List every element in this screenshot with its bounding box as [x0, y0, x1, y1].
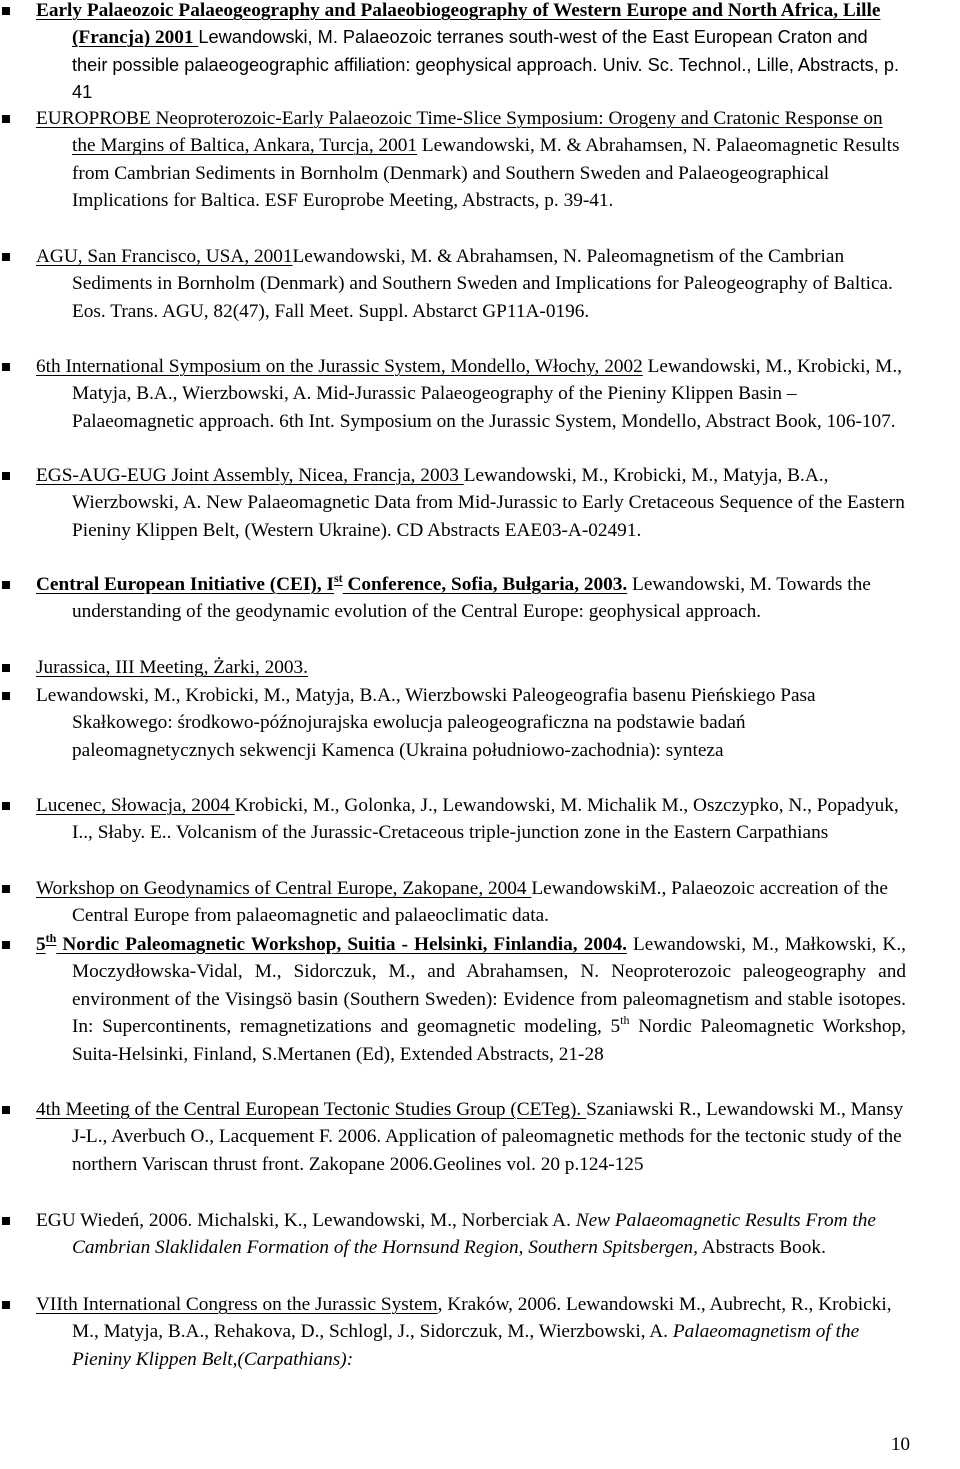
list-item — [0, 1096, 960, 1178]
entry-text — [36, 682, 906, 764]
bullet-icon — [2, 581, 10, 589]
entry-segment: Lewandowski, M., Krobicki, M., Matyja, B.A., Wierzbowski, A. Mid-Jurassic Palaeogeography of the Pieniny Klippen Basin – Palaeomagnetic approach. 6th Int. Symposium on the Jurassic System, Mondello, Abstract Book, 106-107. — [72, 356, 902, 432]
bullet-icon — [2, 941, 10, 949]
event-title: Lucenec, Słowacja, 2004 — [36, 795, 235, 816]
event-title: Conference, Sofia, Bułgaria, 2003. — [342, 574, 628, 595]
entry-segment: Lewandowski, M., Małkowski, K., Moczydłowska-Vidal, M., Sidorczuk, M., and Abrahamsen, N. Neoproterozoic paleogeography and environment of the Visingsö basin (Southern Sweden): Evidence from paleomagnetism and stable isotopes. In: Supercontinents, remagnetizations and geomagnetic modeling, 5 — [72, 934, 906, 1038]
bullet-icon — [2, 115, 10, 123]
entry-text — [36, 792, 906, 847]
bullet-icon — [2, 1217, 10, 1225]
entry-segment: Nordic Paleomagnetic Workshop, Suita-Helsinki, Finland, S.Mertanen (Ed), Extended Abstracts, 21-28 — [72, 1016, 906, 1065]
bullet-icon — [2, 692, 10, 700]
list-item — [0, 105, 960, 215]
entry-text — [36, 243, 906, 325]
entry-segment: Lewandowski, M. & Abrahamsen, N. Paleomagnetism of the Cambrian Sediments in Bornholm (Denmark) and Southern Sweden and Implications for Paleogeography of Baltica. Eos. Trans. AGU, 82(47), Fall Meet. Suppl. Abstarct GP11A-0196. — [72, 246, 893, 322]
event-title: Early Palaeozoic Palaeogeography and Palaeobiogeography of Western Europe and North Africa, Lille (Francja) 2001 — [36, 0, 881, 49]
entry-segment: Lewandowski, M., Krobicki, M., Matyja, B.A., Wierzbowski, A. New Palaeomagnetic Data from Mid-Jurassic to Early Cretaceous Sequence of the Eastern Pieniny Klippen Belt, (Western Ukraine). CD Abstracts EAE03-A-02491. — [72, 465, 905, 541]
bullet-icon — [2, 664, 10, 672]
entry-text — [36, 1207, 906, 1262]
entry-segment: th — [620, 1012, 630, 1027]
list-item — [0, 1207, 960, 1262]
list-item — [0, 654, 960, 681]
entry-text — [36, 930, 906, 1068]
list-item — [0, 875, 960, 930]
entry-segment: Lewandowski, M., Krobicki, M., Matyja, B.A., Wierzbowski Paleogeografia basenu Pieńskiego Pasa Skałkowego: środkowo-późnojurajska ewolucja paleogeograficzna na podstawie badań paleomagnetycznych sekwencji Kamenca (Ukraina południowo-zachodnia): synteza — [36, 685, 816, 761]
bullet-icon — [2, 802, 10, 810]
entry-text — [36, 0, 906, 107]
list-item — [0, 353, 960, 435]
list-item — [0, 792, 960, 847]
event-title: EUROPROBE Neoproterozoic-Early Palaeozoic Time-Slice Symposium: Orogeny and Cratonic Response on the Margins of Baltica, Ankara, Turcja, 2001 — [36, 108, 883, 157]
entry-segment: Lewandowski, M. & Abrahamsen, N. Palaeomagnetic Results from Cambrian Sediments in Bornholm (Denmark) and Southern Sweden and Palaeogeographical Implications for Baltica. ESF Europrobe Meeting, Abstracts, p. 39-41. — [72, 135, 900, 212]
event-title: th — [45, 930, 57, 945]
entry-text — [36, 353, 906, 435]
entry-text — [36, 1096, 906, 1178]
event-title: AGU, San Francisco, USA, 2001 — [36, 246, 293, 267]
list-item — [0, 571, 960, 626]
page-number: 10 — [891, 1434, 910, 1455]
entry-segment: Lewandowski, M. Towards the understanding of the geodynamic evolution of the Central Europe: geophysical approach. — [72, 574, 871, 623]
event-title: 5 — [36, 934, 46, 955]
event-title: 6th International Symposium on the Jurassic System, Mondello, Włochy, 2002 — [36, 356, 643, 377]
bullet-icon — [2, 363, 10, 371]
entry-text — [36, 105, 906, 215]
entry-segment: EGU Wiedeń, 2006. Michalski, K., Lewandowski, M., Norberciak A. — [36, 1210, 576, 1231]
event-title: VIIth International Congress on the Jurassic System — [36, 1294, 438, 1315]
event-title: Nordic Paleomagnetic Workshop, Suitia - Helsinki, Finlandia, 2004. — [56, 934, 627, 955]
entry-segment: Szaniawski R., Lewandowski M., Mansy J-L., Averbuch O., Lacquement F. 2006. Application of paleomagnetic methods for the tectonic study of the northern Variscan thrust front. Zakopane 2006.Geolines vol. 20 p.124-125 — [72, 1099, 904, 1175]
event-title: Workshop on Geodynamics of Central Europe, Zakopane, 2004 — [36, 878, 532, 899]
entry-segment: Krobicki, M., Golonka, J., Lewandowski, M. Michalik M., Oszczypko, N., Popadyuk, I.., Słaby. E.. Volcanism of the Jurassic-Cretaceous triple-junction zone in the Eastern Carpathians — [72, 795, 899, 844]
list-item — [0, 1291, 960, 1373]
list-item — [0, 243, 960, 325]
bullet-icon — [2, 885, 10, 893]
entry-text — [36, 654, 906, 681]
entry-text — [36, 1291, 906, 1373]
event-title: Central European Initiative (CEI), I — [36, 574, 334, 595]
list-item — [0, 931, 960, 1068]
bullet-icon — [2, 253, 10, 261]
bullet-icon — [2, 7, 10, 15]
event-title: 4th Meeting of the Central European Tectonic Studies Group (CETeg). — [36, 1099, 587, 1120]
bullet-icon — [2, 1301, 10, 1309]
list-item — [0, 0, 960, 107]
entry-segment: Lewandowski, M. Palaeozoic terranes south-west of the East European Craton and their possible palaeogeographic affiliation: geophysical approach. Univ. Sc. Technol., Lille, Abstracts, p. 41 — [72, 27, 900, 103]
entry-text — [36, 462, 906, 544]
list-item — [0, 462, 960, 544]
entry-text — [36, 570, 906, 626]
entry-segment: Palaeomagnetism of the Pieniny Klippen Belt,(Carpathians): — [72, 1321, 860, 1370]
entry-segment: , Kraków, 2006. Lewandowski M., Aubrecht, R., Krobicki, M., Matyja, B.A., Rehakova, D., Schlogl, J., Sidorczuk, M., Wierzbowski, A. — [72, 1294, 892, 1343]
bullet-icon — [2, 472, 10, 480]
event-title: Jurassica, III Meeting, Żarki, 2003. — [36, 657, 308, 678]
event-title: st — [333, 570, 343, 585]
entry-text — [36, 875, 906, 930]
entry-segment: LewandowskiM., Palaeozoic accreation of the Central Europe from palaeomagnetic and palaeoclimatic data. — [72, 878, 888, 927]
bullet-icon — [2, 1106, 10, 1114]
list-item — [0, 682, 960, 764]
entry-segment: Abstracts Book. — [697, 1237, 826, 1259]
entry-segment: New Palaeomagnetic Results From the Cambrian Slaklidalen Formation of the Hornsund Region, Southern Spitsbergen, — [72, 1210, 876, 1259]
event-title: EGS-AUG-EUG Joint Assembly, Nicea, Francja, 2003 — [36, 465, 464, 486]
